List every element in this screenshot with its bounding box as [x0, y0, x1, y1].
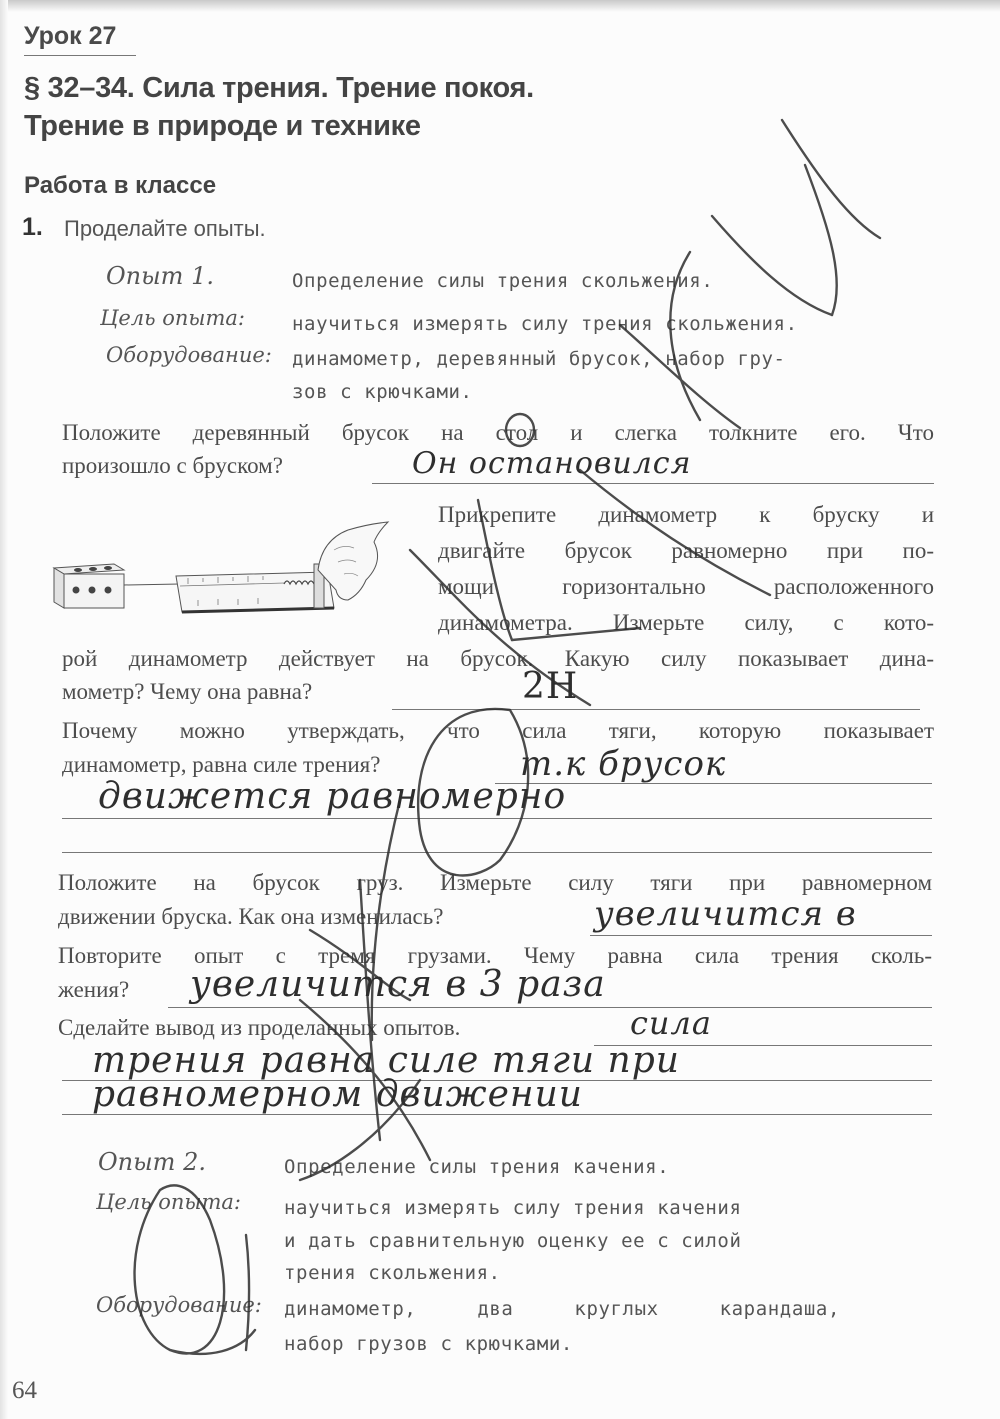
- question-1-line-2: произошло с бруском?: [62, 453, 283, 478]
- answer-line: [392, 709, 920, 710]
- experiment-1-goal-label: Цель опыта:: [100, 306, 246, 330]
- answer-line: [372, 483, 934, 484]
- instruction-line-1: Прикрепите динамометр к бруску и: [438, 502, 934, 527]
- question-4-line-1: Положите на брусок груз. Измерьте силу тяги при равномерном: [58, 870, 932, 895]
- answer-6-handwriting-line-1: трения равна силе тяги при: [92, 1040, 680, 1081]
- answer-3-handwriting-line-2: движется равномерно: [98, 776, 567, 817]
- task-instruction: Проделайте опыты.: [64, 216, 266, 241]
- figure-drawing: [48, 510, 408, 620]
- answer-6-handwriting-line-2: равномерном движении: [92, 1074, 583, 1115]
- experiment-2-goal-label: Цель опыта:: [96, 1190, 242, 1214]
- answer-1-handwriting: Он остановился: [412, 446, 692, 481]
- experiment-2-goal-line-1: научиться измерять силу трения качения: [284, 1197, 742, 1219]
- question-2-line-1: рой динамометр действует на брусок. Какую силу показывает дина-: [62, 646, 934, 671]
- question-4-line-2: движении бруска. Как она изменилась?: [58, 904, 444, 929]
- section-heading: Работа в классе: [24, 172, 217, 199]
- answer-5-handwriting: увеличится в 3 раза: [190, 964, 606, 1005]
- answer-line: [168, 1007, 932, 1008]
- instruction-line-3: мощи горизонтально расположенного: [438, 574, 934, 599]
- page-number: 64: [12, 1377, 37, 1404]
- experiment-2-goal-line-3: трения скольжения.: [284, 1262, 501, 1284]
- page-title-line-1: § 32–34. Сила трения. Трение покоя.: [24, 72, 534, 104]
- experiment-1-equipment-line-2: зов с крючками.: [292, 381, 473, 403]
- experiment-2-equipment-line-2: набор грузов с крючками.: [284, 1333, 573, 1355]
- scan-left-edge: [0, 0, 8, 1419]
- question-2-line-2: мометр? Чему она равна?: [62, 679, 313, 704]
- question-5-line-2: жения?: [58, 977, 130, 1002]
- answer-3-handwriting-line-1: т.к брусок: [520, 744, 727, 784]
- instruction-line-2: двигайте брусок равномерно при по-: [438, 538, 934, 563]
- experiment-2-goal-line-2: и дать сравнительную оценку ее с силой: [284, 1230, 742, 1252]
- experiment-1-goal: научиться измерять силу трения скольжения.: [292, 313, 798, 335]
- task-number: 1.: [22, 213, 43, 241]
- lesson-number: Урок 27: [24, 22, 136, 56]
- experiment-1-equipment-line-1: динамометр, деревянный брусок, набор гру-: [292, 348, 786, 370]
- question-5-line-1: Повторите опыт с тремя грузами. Чему равна сила трения сколь-: [58, 943, 932, 968]
- answer-2-handwriting: 2Н: [522, 666, 579, 707]
- answer-6-handwriting-line-0: сила: [630, 1004, 712, 1042]
- experiment-1-label: Опыт 1.: [106, 262, 214, 290]
- experiment-1-equipment-label: Оборудование:: [106, 343, 272, 367]
- answer-line: [62, 818, 932, 819]
- experiment-2-name: Определение силы трения качения.: [284, 1156, 670, 1178]
- question-1-line-1: Положите деревянный брусок на стол и слегка толкните его. Что: [62, 420, 934, 445]
- experiment-2-equipment-label: Оборудование:: [96, 1293, 262, 1317]
- answer-4-handwriting: увеличится в: [594, 894, 857, 934]
- page-title-line-2: Трение в природе и технике: [24, 110, 421, 142]
- dynamometer-block-illustration: [48, 510, 408, 620]
- experiment-2-label: Опыт 2.: [98, 1148, 206, 1176]
- question-3-line-2: динамометр, равна силе трения?: [62, 752, 381, 777]
- question-6: Сделайте вывод из проделанных опытов.: [58, 1015, 461, 1040]
- question-3-line-1: Почему можно утверждать, что сила тяги, которую показывает: [62, 718, 934, 743]
- answer-line: [62, 852, 932, 853]
- experiment-1-name: Определение силы трения скольжения.: [292, 270, 714, 292]
- instruction-line-4: динамометра. Измерьте силу, с кото-: [438, 610, 934, 635]
- scan-top-edge: [0, 0, 1000, 12]
- answer-line: [590, 935, 932, 936]
- experiment-2-equipment-line-1: динамометр, два круглых карандаша,: [284, 1298, 840, 1320]
